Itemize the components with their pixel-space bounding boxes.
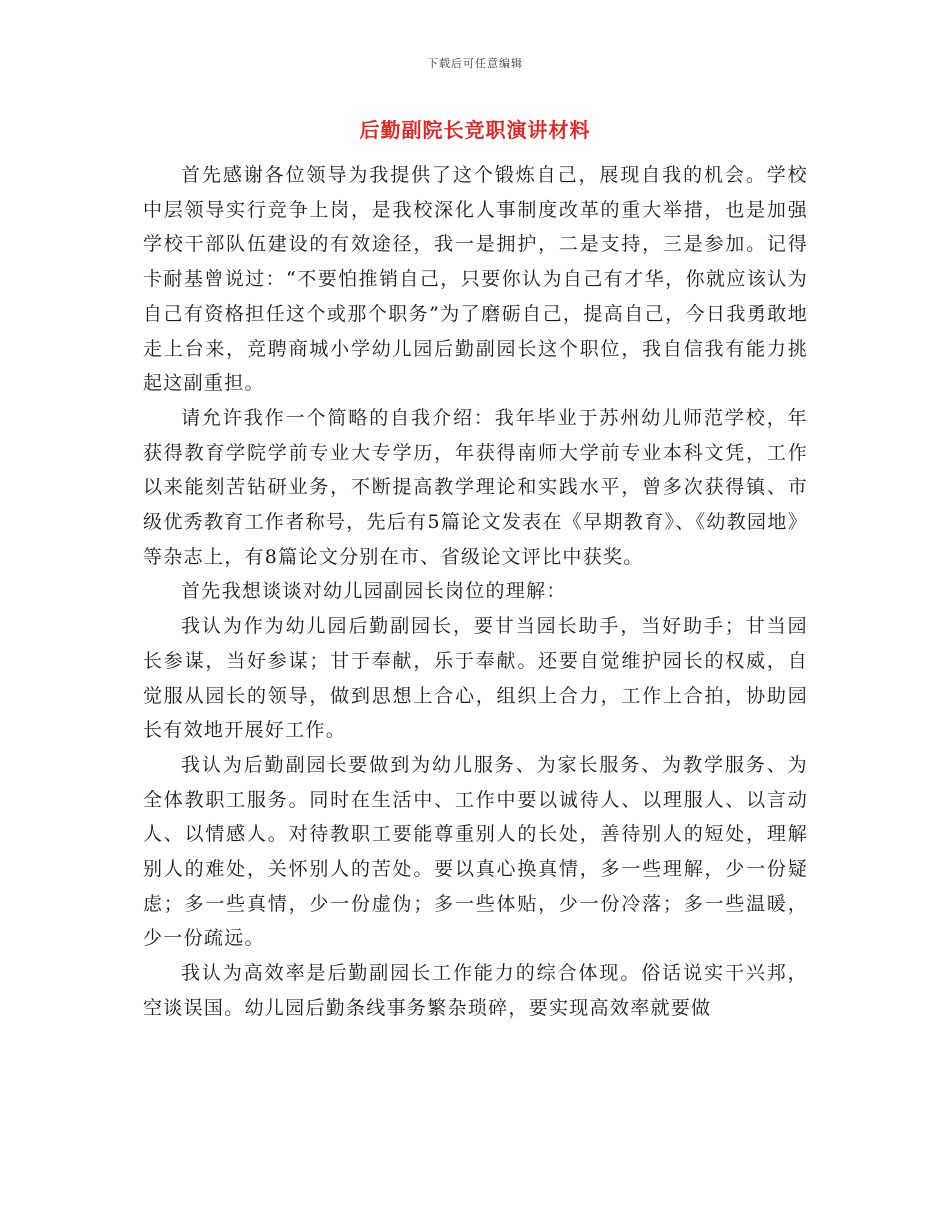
header-note: 下载后可任意编辑	[427, 57, 523, 70]
paragraph: 我认为作为幼儿园后勤副园长，要甘当园长助手，当好助手；甘当园长参谋，当好参谋；甘于奉献，乐于奉献。还要自觉维护园长的权威，自觉服从园长的领导，做到思想上合心，组织上合力，工作上合拍，协助园长有效地开展好工作。	[143, 615, 808, 742]
paragraph: 我认为后勤副园长要做到为幼儿服务、为家长服务、为教学服务、为全体教职工服务。同时在生活中、工作中要以诚待人、以理服人、以言动人、以情感人。对待教职工要能尊重别人的长处，善待别人的短处，理解别人的难处，关怀别人的苦处。要以真心换真情，多一些理解，少一份疑虑；多一些真情，少一份虚伪；多一些体贴，少一份冷落；多一些温暖，少一份疏远。	[143, 753, 808, 950]
paragraph: 我认为高效率是后勤副园长工作能力的综合体现。俗话说实干兴邦，空谈误国。幼儿园后勤条线事务繁杂琐碎，要实现高效率就要做	[143, 962, 808, 1019]
paragraph: 首先我想谈谈对幼儿园副园长岗位的理解：	[181, 580, 567, 603]
document-title: 后勤副院长竞职演讲材料	[359, 118, 591, 142]
document-body	[143, 158, 808, 1026]
paragraph: 请允许我作一个简略的自我介绍：我年毕业于苏州幼儿师范学校，年获得教育学院学前专业大专学历，年获得南师大学前专业本科文凭，工作以来能刻苦钻研业务，不断提高教学理论和实践水平，曾多次获得镇、市级优秀教育工作者称号，先后有5篇论文发表在《早期教育》、《幼教园地》等杂志上，有8篇论文分别在市、省级论文评比中获奖。	[143, 406, 808, 568]
paragraph: 首先感谢各位领导为我提供了这个锻炼自己，展现自我的机会。学校中层领导实行竞争上岗，是我校深化人事制度改革的重大举措，也是加强学校干部队伍建设的有效途径，我一是拥护，二是支持，三是参加。记得卡耐基曾说过：“不要怕推销自己，只要你认为自己有才华，你就应该认为自己有资格担任这个或那个职务”为了磨砺自己，提高自己，今日我勇敢地走上台来，竞聘商城小学幼儿园后勤副园长这个职位，我自信我有能力挑起这副重担。	[143, 164, 808, 395]
